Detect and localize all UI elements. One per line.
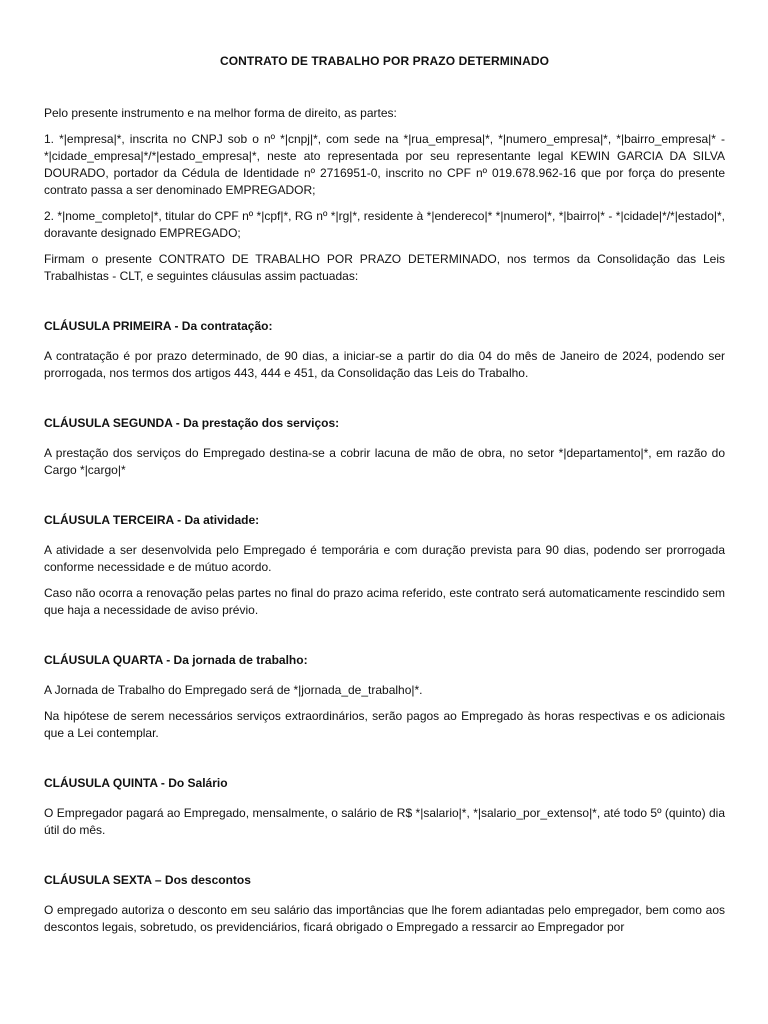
clause-3-heading: CLÁUSULA TERCEIRA - Da atividade: bbox=[44, 513, 260, 527]
clause-2-heading: CLÁUSULA SEGUNDA - Da prestação dos serviços: bbox=[44, 416, 340, 430]
party-employee-paragraph: 2. *|nome_completo|*, titular do CPF nº *|cpf|*, RG nº *|rg|*, residente à *|endereco|* *|numero|*, *|bairro|* - *|cidade|*/*|estado|*, doravante designado EMPREGADO; bbox=[44, 209, 725, 240]
clause-4-paragraph-1: A Jornada de Trabalho do Empregado será de *|jornada_de_trabalho|*. bbox=[44, 683, 423, 697]
clause-2-paragraph: A prestação dos serviços do Empregado destina-se a cobrir lacuna de mão de obra, no setor *|departamento|*, em razão do Cargo *|cargo|* bbox=[44, 446, 725, 477]
document-title: CONTRATO DE TRABALHO POR PRAZO DETERMINADO bbox=[219, 54, 550, 68]
clause-3-paragraph-1: A atividade a ser desenvolvida pelo Empregado é temporária e com duração prevista para 90 dias, podendo ser prorrogada conforme necessidade e de mútuo acordo. bbox=[44, 543, 725, 574]
party-employer-paragraph: 1. *|empresa|*, inscrita no CNPJ sob o nº *|cnpj|*, com sede na *|rua_empresa|*, *|numero_empresa|*, *|bairro_empresa|* - *|cidade_empresa|*/*|estado_empresa|*, neste ato representada por seu representante legal KEWIN GARCIA DA SILVA DOURADO, portador da Cédula de Identidade nº 2716951-0, inscrito no CPF nº 019.678.962-16 que por força do presente contrato passa a ser denominado EMPREGADOR; bbox=[44, 132, 725, 197]
clause-5-heading: CLÁUSULA QUINTA - Do Salário bbox=[44, 776, 228, 790]
clause-4-paragraph-2: Na hipótese de serem necessários serviços extraordinários, serão pagos ao Empregado às horas respectivas e os adicionais que a Lei contemplar. bbox=[44, 709, 725, 740]
intro-paragraph: Pelo presente instrumento e na melhor forma de direito, as partes: bbox=[44, 106, 397, 120]
clause-6-paragraph: O empregado autoriza o desconto em seu salário das importâncias que lhe forem adiantadas pelo empregador, bem como aos descontos legais, sobretudo, os previdenciários, ficará obrigado o Empregado a ressarcir ao Empregador por bbox=[44, 903, 725, 934]
clause-5-paragraph: O Empregador pagará ao Empregado, mensalmente, o salário de R$ *|salario|*, *|salario_por_extenso|*, até todo 5º (quinto) dia útil do mês. bbox=[44, 806, 725, 837]
clause-3-paragraph-2: Caso não ocorra a renovação pelas partes no final do prazo acima referido, este contrato será automaticamente rescindido sem que haja a necessidade de aviso prévio. bbox=[44, 586, 725, 617]
agreement-paragraph: Firmam o presente CONTRATO DE TRABALHO POR PRAZO DETERMINADO, nos termos da Consolidação das Leis Trabalhistas - CLT, e seguintes cláusulas assim pactuadas: bbox=[44, 252, 725, 283]
clause-1-paragraph: A contratação é por prazo determinado, de 90 dias, a iniciar-se a partir do dia 04 do mês de Janeiro de 2024, podendo ser prorrogada, nos termos dos artigos 443, 444 e 451, da Consolidação das Leis do Trabalho. bbox=[44, 349, 725, 380]
clause-1-heading: CLÁUSULA PRIMEIRA - Da contratação: bbox=[44, 319, 273, 333]
clause-6-heading: CLÁUSULA SEXTA – Dos descontos bbox=[44, 873, 251, 887]
clause-4-heading: CLÁUSULA QUARTA - Da jornada de trabalho: bbox=[44, 653, 308, 667]
